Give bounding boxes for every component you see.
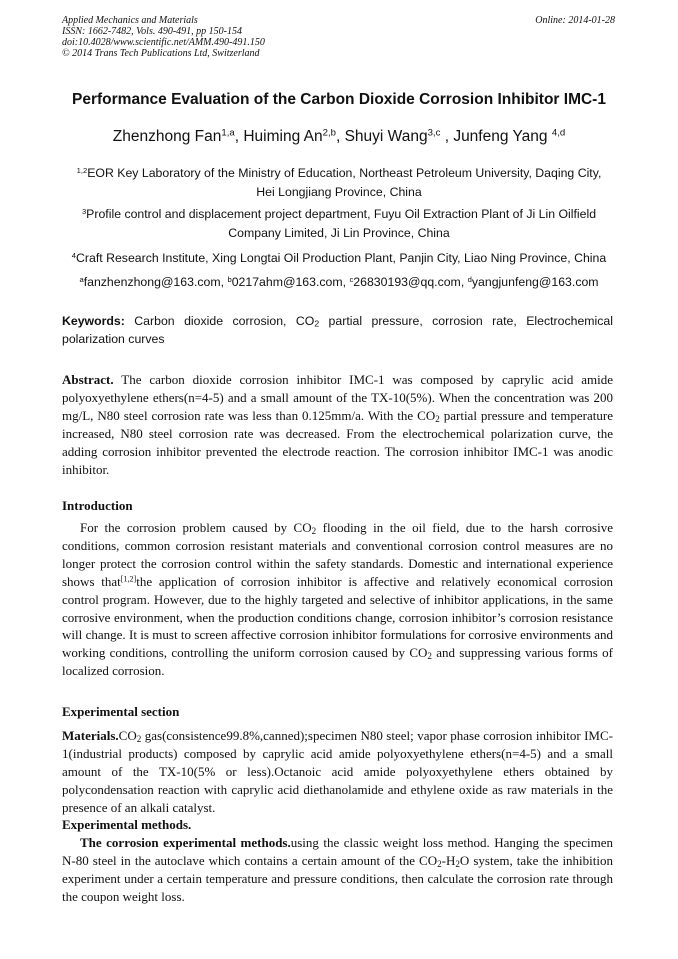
affiliation-text: EOR Key Laboratory of the Ministry of Education, Northeast Petroleum University, Daqing City, (87, 166, 602, 180)
subscript: 2 (455, 858, 460, 869)
subscript: 2 (427, 651, 432, 662)
author-sup: 3,c (427, 127, 441, 139)
journal-name: Applied Mechanics and Materials (62, 15, 198, 26)
journal-header (62, 15, 265, 59)
keywords-text: partial pressure, corrosion rate, Electrochemical polarization curves (62, 314, 613, 346)
subscript: 2 (136, 733, 142, 744)
materials-label: Materials. (62, 728, 119, 743)
author-sep: , (335, 128, 345, 145)
section-heading-introduction: Introduction (62, 498, 133, 513)
subscript: 2 (437, 858, 442, 869)
author-sep: , (440, 128, 454, 145)
affiliation-text: Company Limited, Ji Lin Province, China (228, 226, 450, 240)
keywords-label: Keywords: (62, 314, 125, 328)
affiliation-4 (62, 249, 616, 268)
email-list (62, 273, 616, 292)
subscript: 2 (435, 413, 440, 424)
abstract-text: The carbon dioxide corrosion inhibitor IMC-1 was composed by caprylic acid amide polyoxyethylene ethers(n=4-5) and a small amount of the TX-10(5%). When the concentration was 200 mg/L, N80 steel corrosion rate was less than 0.125mm/a. With the CO (62, 372, 613, 423)
abstract-text: partial pressure and temperature increased, N80 steel corrosion rate was decreased. From the electrochemical polarization curve, the adding corrosion inhibitor prevented the electrode reaction. The corrosion inhibitor IMC-1 was anodic inhibitor. (62, 407, 613, 477)
affiliation-1 (62, 164, 616, 202)
paragraph-text: For the corrosion problem caused by CO (80, 520, 312, 535)
abstract-label: Abstract. (62, 372, 114, 387)
paragraph-text: using the classic weight loss method. Hanging the specimen N-80 steel in the autoclave which contains a certain amount of the CO (62, 835, 613, 868)
author-name: Junfeng Yang (453, 128, 552, 145)
author-list (0, 128, 678, 146)
paragraph-text: O system, take the inhibition experiment under a certain temperature and pressure conditions, then calculate the corrosion rate through the coupon weight loss. (62, 852, 614, 904)
paragraph-text: and suppressing various forms of localized corrosion. (62, 645, 613, 679)
subscript: 2 (311, 525, 317, 536)
author-sup: 2,b (322, 127, 336, 139)
paragraph-text: the application of corrosion inhibitor is affective and relatively economical corrosion control program. However, due to the highly targeted and selective of inhibitor applications, in the same corrosive environment, when the production conditions change, corrosion inhibitor’s corrosion resistance will change. It is must to screen affective corrosion inhibitor formulations for corrosive environments and working conditions, controlling the uniform corrosion caused by CO (62, 573, 614, 661)
paragraph-text: CO (118, 728, 137, 743)
email-link[interactable]: 0217ahm@163.com (231, 275, 343, 289)
subscript: 2 (314, 318, 320, 329)
paragraph-text: -H (441, 852, 456, 868)
email-sup: d (467, 274, 472, 284)
email-sup: b (227, 274, 232, 284)
keywords (62, 312, 613, 348)
author-name: Shuyi Wang (344, 128, 428, 145)
methods-label: The corrosion experimental methods. (80, 835, 291, 850)
affiliation-text: Hei Longjiang Province, China (256, 185, 422, 199)
paper-title: Performance Evaluation of the Carbon Dioxide Corrosion Inhibitor IMC-1 (72, 91, 606, 108)
subsection-heading-methods: Experimental methods. (62, 817, 192, 832)
online-date: Online: 2014-01-28 (535, 15, 615, 26)
keywords-text: Carbon dioxide corrosion, CO (124, 314, 315, 328)
affiliation-3 (62, 205, 616, 243)
email-sup: a (79, 274, 84, 284)
journal-doi: doi:10.4028/www.scientific.net/AMM.490-491.150 (62, 37, 265, 48)
email-link[interactable]: fanzhenzhong@163.com (83, 275, 221, 289)
email-sep: , (220, 275, 228, 289)
email-sep: , (460, 275, 468, 289)
methods-paragraph (62, 834, 613, 906)
email-sep: , (342, 275, 350, 289)
affiliation-sup: 1,2 (76, 165, 88, 175)
paragraph-text: flooding in the oil field, due to the harsh corrosive conditions, common corrosion resistant materials and conventional corrosion control measures are no longer protect the corrosion control within the safety standards. Domestic and international experience shows that (62, 520, 613, 589)
affiliation-sup: 3 (81, 206, 87, 216)
materials-paragraph (62, 727, 613, 817)
author-sup: 4,d (551, 127, 566, 139)
affiliation-text: Craft Research Institute, Xing Longtai Oil Production Plant, Panjin City, Liao Ning Province, China (76, 251, 607, 265)
author-name: Huiming An (243, 128, 323, 145)
introduction-paragraph (62, 519, 613, 680)
section-heading-experimental: Experimental section (62, 704, 180, 719)
author-sep: , (234, 128, 244, 145)
journal-copyright: © 2014 Trans Tech Publications Ltd, Switzerland (62, 48, 260, 59)
citation: [1,2] (120, 574, 137, 584)
affiliation-text: Profile control and displacement project department, Fuyu Oil Extraction Plant of Ji Lin Oilfield (86, 207, 597, 221)
author-sup: 1,a (221, 127, 235, 139)
affiliation-sup: 4 (71, 250, 77, 260)
email-link[interactable]: yangjunfeng@163.com (471, 275, 599, 289)
abstract (62, 371, 613, 478)
journal-issn: ISSN: 1662-7482, Vols. 490-491, pp 150-154 (62, 26, 242, 37)
email-sup: c (349, 274, 354, 284)
email-link[interactable]: 26830193@qq.com (353, 275, 461, 289)
author-name: Zhenzhong Fan (112, 128, 222, 145)
paragraph-text: gas(consistence99.8%,canned);specimen N80 steel; vapor phase corrosion inhibitor IMC-1(industrial products) composed by caprylic acid amide polyoxyethylene ethers(n=4-5) and a small amount of the TX-10(5% or less).Octanoic acid amide polyoxyethylene ethers obtained by polycondensation reaction with caprylic acid diethanolamide and ethylene oxide as raw materials in the presence of an alkali catalyst. (62, 728, 613, 815)
